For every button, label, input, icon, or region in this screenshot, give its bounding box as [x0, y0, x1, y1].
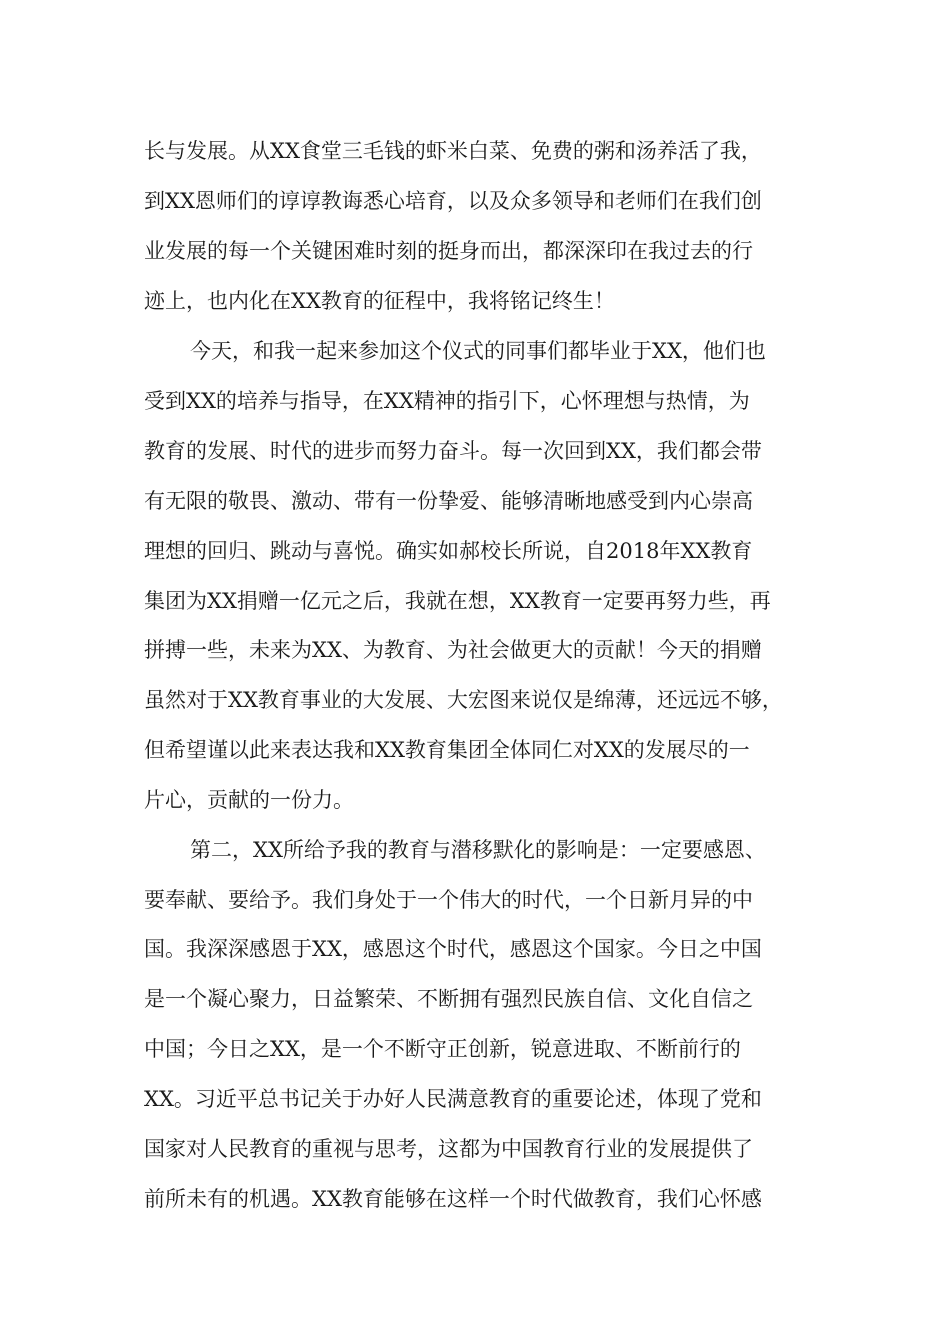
text-line: 有无限的敬畏、激动、带有一份挚爱、能够清晰地感受到内心崇高	[144, 489, 753, 513]
text-line: 理想的回归、跳动与喜悦。确实如郝校长所说，自2018年XX教育	[144, 539, 753, 563]
text-line: 前所未有的机遇。XX教育能够在这样一个时代做教育，我们心怀感	[144, 1187, 762, 1211]
text-line: 长与发展。从XX食堂三毛钱的虾米白菜、免费的粥和汤养活了我，	[144, 139, 762, 163]
text-line: 中国；今日之XX，是一个不断守正创新，锐意进取、不断前行的	[144, 1037, 741, 1061]
text-line: 集团为XX捐赠一亿元之后，我就在想，XX教育一定要再努力些，再	[144, 589, 771, 613]
text-line: 拼搏一些，未来为XX、为教育、为社会做更大的贡献！今天的捐赠	[144, 638, 762, 662]
text-line: 受到XX的培养与指导，在XX精神的指引下，心怀理想与热情，为	[144, 389, 750, 413]
text-line: 要奉献、要给予。我们身处于一个伟大的时代，一个日新月异的中	[144, 888, 753, 912]
paragraph-first-line: 第二，XX所给予我的教育与潜移默化的影响是：一定要感恩、	[190, 838, 766, 862]
text-line: 片心，贡献的一份力。	[144, 788, 354, 812]
text-line: XX。习近平总书记关于办好人民满意教育的重要论述，体现了党和	[144, 1087, 762, 1111]
text-line: 国。我深深感恩于XX，感恩这个时代，感恩这个国家。今日之中国	[144, 937, 762, 961]
text-line: 到XX恩师们的谆谆教诲悉心培育，以及众多领导和老师们在我们创	[144, 189, 762, 213]
text-line: 教育的发展、时代的进步而努力奋斗。每一次回到XX，我们都会带	[144, 439, 762, 463]
paragraph-first-line: 今天，和我一起来参加这个仪式的同事们都毕业于XX，他们也	[190, 339, 766, 363]
text-line: 虽然对于XX教育事业的大发展、大宏图来说仅是绵薄，还远远不够，	[144, 688, 783, 712]
text-line: 迹上，也内化在XX教育的征程中，我将铭记终生！	[144, 289, 615, 313]
text-line: 国家对人民教育的重视与思考，这都为中国教育行业的发展提供了	[144, 1137, 753, 1161]
text-line: 是一个凝心聚力，日益繁荣、不断拥有强烈民族自信、文化自信之	[144, 987, 753, 1011]
text-line: 业发展的每一个关键困难时刻的挺身而出，都深深印在我过去的行	[144, 239, 753, 263]
text-line: 但希望谨以此来表达我和XX教育集团全体同仁对XX的发展尽的一	[144, 738, 750, 762]
